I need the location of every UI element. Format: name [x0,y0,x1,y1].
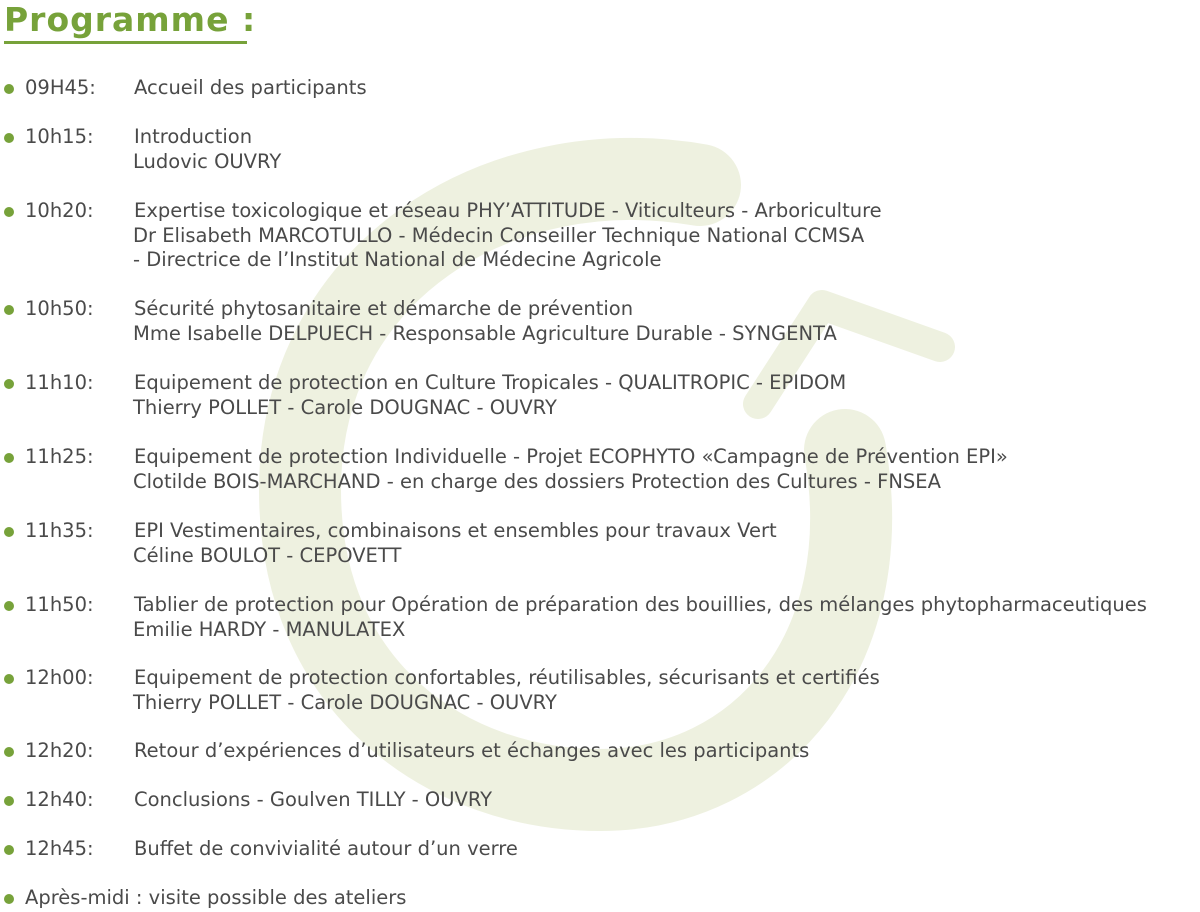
program-time: 10h50: [25,297,94,320]
title-underline [4,41,247,44]
program-topic: Accueil des participants [134,76,367,99]
program-speaker: Ludovic OUVRY [133,149,282,173]
program-topic: Retour d’expériences d’utilisateurs et échanges avec les participants [134,739,810,762]
program-topic: Equipement de protection en Culture Tropicales - QUALITROPIC - EPIDOM [134,371,847,394]
program-time: 11h10: [25,371,94,394]
bullet-icon [4,305,14,315]
bullet-icon [4,379,14,389]
bullet-icon [4,207,14,217]
program-time: 12h40: [25,788,94,811]
programme-heading [4,0,256,40]
bullet-icon [4,747,14,757]
program-topic: Equipement de protection confortables, réutilisables, sécurisants et certifiés [134,666,880,689]
program-topic: Sécurité phytosanitaire et démarche de prévention [134,297,634,320]
bullet-icon [4,84,14,94]
program-topic: Introduction [134,125,253,148]
program-speaker: Thierry POLLET - Carole DOUGNAC - OUVRY [133,395,557,419]
program-time: 12h20: [25,739,94,762]
program-speaker: Clotilde BOIS-MARCHAND - en charge des dossiers Protection des Cultures - FNSEA [133,469,941,493]
bullet-icon [4,796,14,806]
page-title: Programme : [4,0,257,39]
program-topic: Tablier de protection pour Opération de préparation des bouillies, des mélanges phytopharmaceutiques [134,593,1147,616]
program-topic: Conclusions - Goulven TILLY - OUVRY [134,788,493,811]
program-time: 09H45: [25,76,96,99]
program-speaker: Céline BOULOT - CEPOVETT [133,543,402,567]
bullet-icon [4,133,14,143]
bullet-icon [4,894,14,904]
bullet-icon [4,845,14,855]
program-time: 11h50: [25,593,94,616]
program-speaker: Dr Elisabeth MARCOTULLO - Médecin Conseiller Technique National CCMSA [133,223,865,247]
bullet-icon [4,453,14,463]
program-topic: Expertise toxicologique et réseau PHY’ATTITUDE - Viticulteurs - Arboriculture [134,199,882,222]
program-time: 11h35: [25,519,94,542]
program-topic: EPI Vestimentaires, combinaisons et ensembles pour travaux Vert [134,519,777,542]
program-time: 12h45: [25,837,94,860]
program-time: 10h15: [25,125,94,148]
bullet-icon [4,601,14,611]
afternoon-note: Après-midi : visite possible des ateliers [25,886,407,909]
program-topic: Equipement de protection Individuelle - Projet ECOPHYTO «Campagne de Prévention EPI» [134,445,1008,468]
program-time: 10h20: [25,199,94,222]
bullet-icon [4,674,14,684]
program-speaker: Emilie HARDY - MANULATEX [133,617,406,641]
program-speaker: Mme Isabelle DELPUECH - Responsable Agriculture Durable - SYNGENTA [133,321,837,345]
program-time: 12h00: [25,666,94,689]
program-speaker: - Directrice de l’Institut National de Médecine Agricole [133,248,662,271]
bullet-icon [4,527,14,537]
program-topic: Buffet de convivialité autour d’un verre [134,837,518,860]
program-speaker: Thierry POLLET - Carole DOUGNAC - OUVRY [133,690,557,714]
program-time: 11h25: [25,445,94,468]
